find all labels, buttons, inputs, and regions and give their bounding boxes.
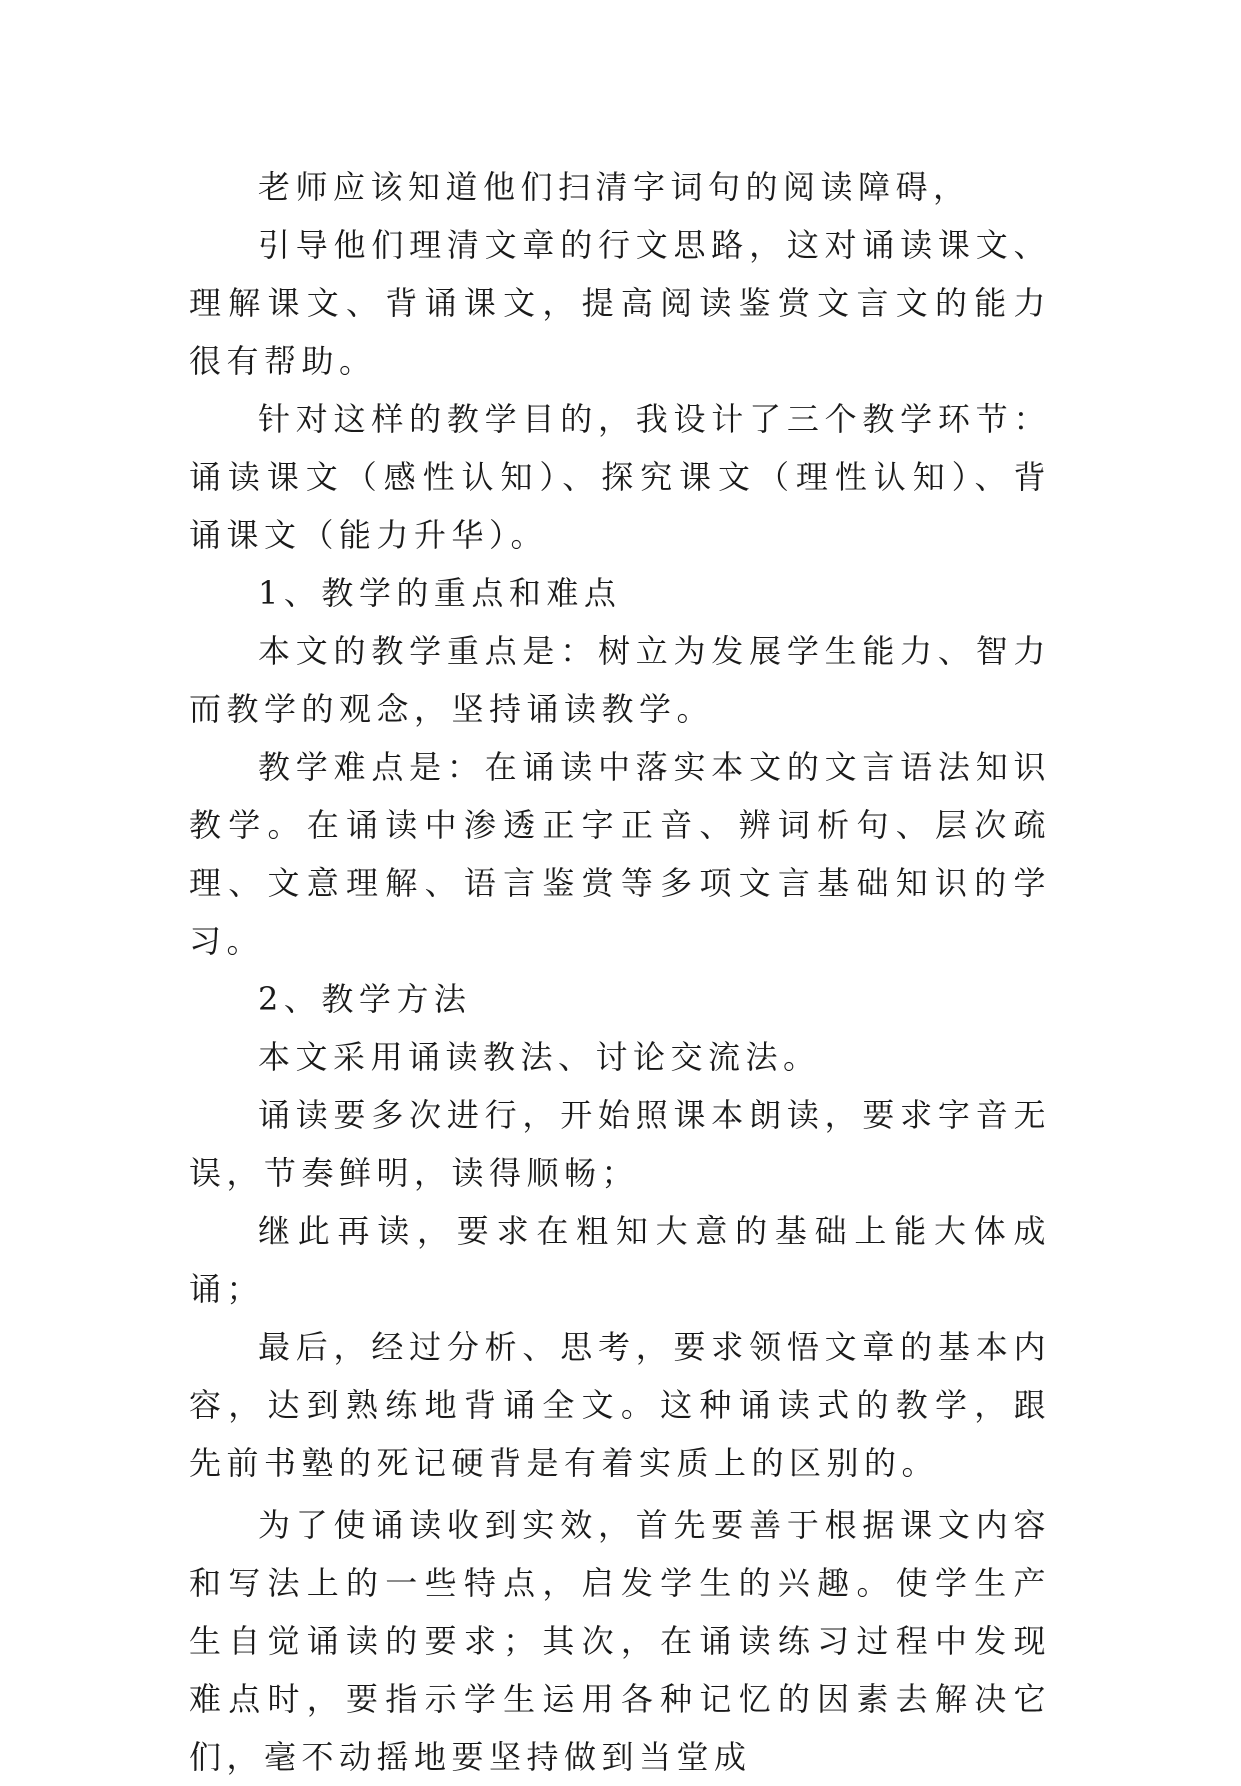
section-heading-2: 2、教学方法 [258,980,472,1018]
paragraph-10: 为了使诵读收到实效，首先要善于根据课文内容和写法上的一些特点，启发学生的兴趣。使学生产生自觉诵读的要求；其次，在诵读练习过程中发现难点时，要指示学生运用各种记忆的因素去解决它们，毫不动摇地要坚持做到当堂成 [189,1506,1051,1776]
paragraph-2: 引导他们理清文章的行文思路，这对诵读课文、理解课文、背诵课文，提高阅读鉴赏文言文的能力很有帮助。 [189,226,1051,380]
document-body [189,158,1051,1786]
paragraph-3: 针对这样的教学目的，我设计了三个教学环节：诵读课文（感性认知）、探究课文（理性认知）、背诵课文（能力升华）。 [189,400,1051,554]
paragraph-7: 诵读要多次进行，开始照课本朗读，要求字音无误，节奏鲜明，读得顺畅； [189,1096,1051,1192]
paragraph-5: 教学难点是：在诵读中落实本文的文言语法知识教学。在诵读中渗透正字正音、辨词析句、层次疏理、文意理解、语言鉴赏等多项文言基础知识的学习。 [189,748,1051,960]
paragraph-4: 本文的教学重点是：树立为发展学生能力、智力而教学的观念，坚持诵读教学。 [189,632,1051,728]
section-heading-1: 1、教学的重点和难点 [258,574,622,612]
paragraph-1: 老师应该知道他们扫清字词句的阅读障碍， [258,168,971,206]
paragraph-9: 最后，经过分析、思考，要求领悟文章的基本内容，达到熟练地背诵全文。这种诵读式的教学，跟先前书塾的死记硬背是有着实质上的区别的。 [189,1328,1051,1482]
paragraph-6: 本文采用诵读教法、讨论交流法。 [258,1038,821,1076]
paragraph-8: 继此再读，要求在粗知大意的基础上能大体成诵； [189,1212,1051,1308]
